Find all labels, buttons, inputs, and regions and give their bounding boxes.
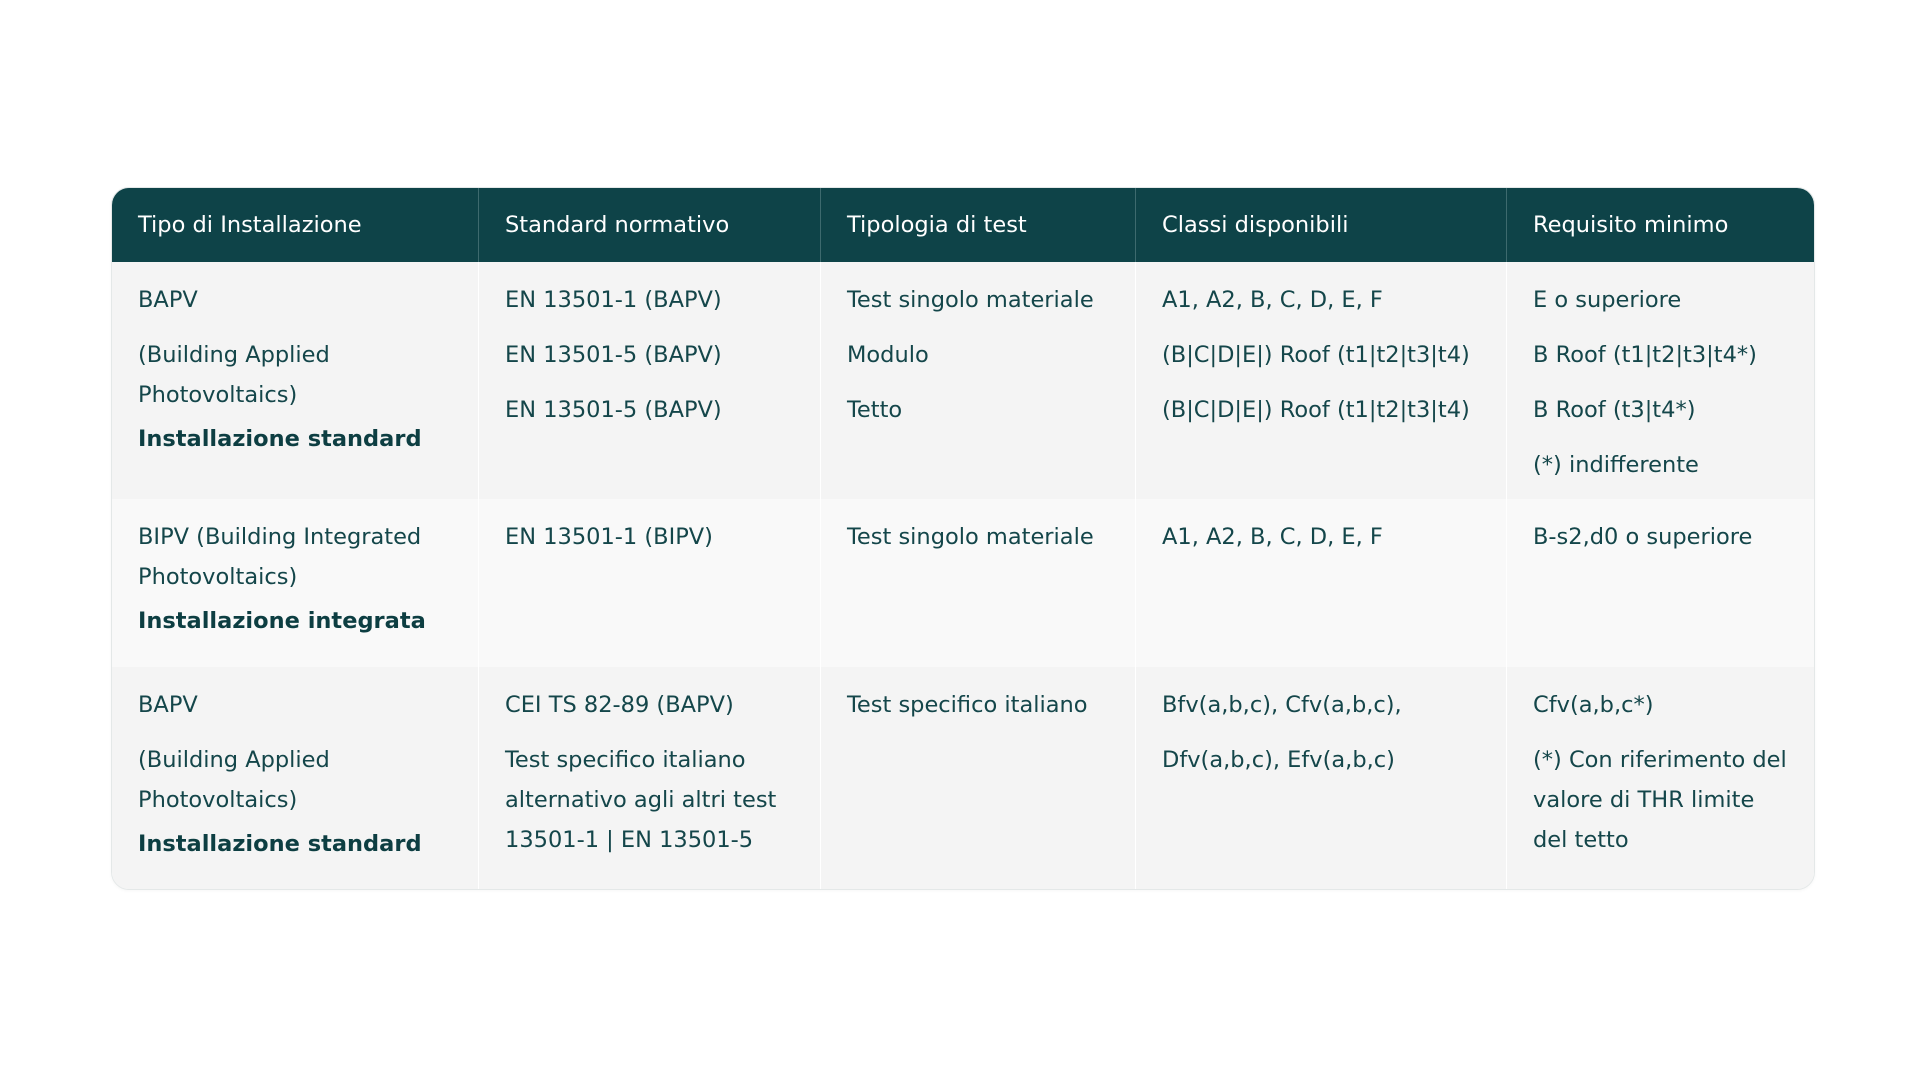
requirement-note: (*) Con riferimento del valore di THR limite del tetto (1533, 747, 1787, 853)
cell-tipologia-test (821, 667, 1136, 889)
installation-type: BAPV (138, 692, 198, 718)
test-item: Tetto (847, 397, 903, 423)
test-item: Test singolo materiale (847, 287, 1094, 313)
requirement-item: B-s2,d0 o superiore (1533, 524, 1753, 550)
standard-note: Test specifico italiano alternativo agli altri test 13501-1 | EN 13501-5 (505, 747, 777, 853)
requirement-item: E o superiore (1533, 287, 1682, 313)
requirement-note: (*) indifferente (1533, 452, 1699, 478)
class-item: (B|C|D|E|) Roof (t1|t2|t3|t4) (1162, 397, 1470, 423)
standard-item: EN 13501-1 (BIPV) (505, 524, 713, 550)
standard-item: EN 13501-5 (BAPV) (505, 397, 722, 423)
class-item: A1, A2, B, C, D, E, F (1162, 287, 1383, 313)
standard-item: EN 13501-1 (BAPV) (505, 287, 722, 313)
requirement-item: B Roof (t1|t2|t3|t4*) (1533, 342, 1757, 368)
installation-type: BIPV (Building Integrated Photovoltaics) (138, 524, 422, 590)
cell-classi-disponibili (1136, 499, 1507, 667)
test-item: Test specifico italiano (847, 692, 1088, 718)
table-row (112, 499, 1814, 667)
cell-requisito-minimo (1507, 667, 1814, 889)
installation-standards-table (111, 187, 1815, 890)
installation-category: Installazione standard (138, 426, 422, 452)
table-row (112, 262, 1814, 499)
standard-item: CEI TS 82-89 (BAPV) (505, 692, 734, 718)
class-item: A1, A2, B, C, D, E, F (1162, 524, 1383, 550)
requirement-item: Cfv(a,b,c*) (1533, 692, 1654, 718)
installation-description: (Building Applied Photovoltaics) (138, 747, 330, 813)
test-item: Test singolo materiale (847, 524, 1094, 550)
test-item: Modulo (847, 342, 929, 368)
cell-tipo-installazione (112, 667, 479, 889)
header-tipologia-test: Tipologia di test (821, 188, 1136, 262)
cell-tipo-installazione (112, 262, 479, 500)
installation-type: BAPV (138, 287, 198, 313)
installation-category: Installazione standard (138, 831, 422, 857)
header-requisito-minimo: Requisito minimo (1533, 212, 1729, 238)
class-item: (B|C|D|E|) Roof (t1|t2|t3|t4) (1162, 342, 1470, 368)
cell-standard-normativo (479, 499, 821, 667)
cell-classi-disponibili (1136, 667, 1507, 889)
requirement-item: B Roof (t3|t4*) (1533, 397, 1696, 423)
cell-tipo-installazione (112, 499, 479, 667)
installation-description: (Building Applied Photovoltaics) (138, 342, 330, 408)
standard-item: EN 13501-5 (BAPV) (505, 342, 722, 368)
installation-category: Installazione integrata (138, 608, 426, 634)
class-item: Bfv(a,b,c), Cfv(a,b,c), (1162, 692, 1402, 718)
cell-classi-disponibili (1136, 262, 1507, 500)
class-item: Dfv(a,b,c), Efv(a,b,c) (1162, 747, 1395, 773)
cell-requisito-minimo (1507, 499, 1814, 667)
table-row (112, 667, 1814, 889)
cell-standard-normativo (479, 667, 821, 889)
cell-standard-normativo (479, 262, 821, 500)
header-tipo-installazione: Tipo di Installazione (112, 188, 479, 262)
header-classi-disponibili: Classi disponibili (1136, 188, 1507, 262)
header-standard-normativo: Standard normativo (479, 188, 821, 262)
cell-tipologia-test (821, 499, 1136, 667)
cell-requisito-minimo (1507, 262, 1814, 500)
table-header-row (112, 188, 1814, 262)
cell-tipologia-test (821, 262, 1136, 500)
